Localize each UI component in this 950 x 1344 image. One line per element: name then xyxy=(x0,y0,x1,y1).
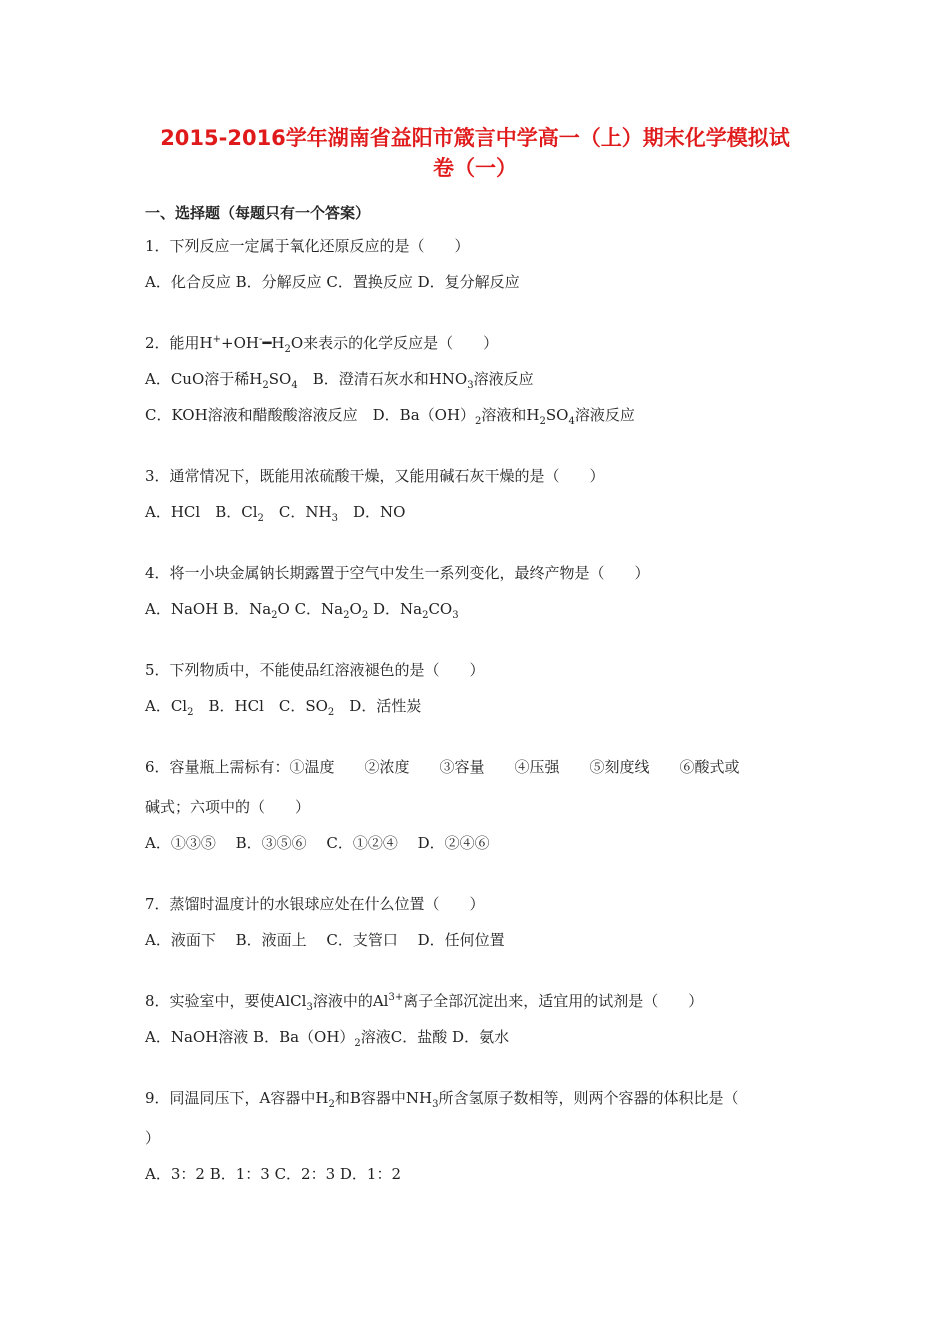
question-2-options-ab: A．CuO溶于稀$H_2SO_4$ B．澄清石灰水和$HNO_3$溶液反应 xyxy=(145,370,534,391)
section-heading: 一、选择题（每题只有一个答案） xyxy=(145,204,371,222)
question-7-options: A．液面下 B．液面上 C．支管口 D．任何位置 xyxy=(145,931,505,949)
question-1-options: A．化合反应 B．分解反应 C．置换反应 D．复分解反应 xyxy=(145,273,520,291)
question-8-options: A．NaOH溶液 B．$Ba(OH)_2$溶液C．盐酸 D．氨水 xyxy=(145,1028,510,1049)
document-title-line-2: 卷（一） xyxy=(433,156,517,180)
question-3-options: A．HCl B．$Cl_2$ C．$NH_3$ D．NO xyxy=(145,503,406,524)
question-4-options: A．NaOH B．$Na_2O$ C．$Na_2O_2$ D．$Na_2CO_3$ xyxy=(145,600,459,621)
question-4-stem: 4．将一小块金属钠长期露置于空气中发生一系列变化，最终产物是（ ） xyxy=(145,564,650,582)
question-9-stem-line-1: 9．同温同压下，A容器中$H_2$和B容器中$NH_3$所含氢原子数相等，则两个容器的体积比是（ xyxy=(145,1089,739,1110)
question-9-stem-line-2: ） xyxy=(145,1129,161,1147)
question-6-options: A．①③⑤ B．③⑤⑥ C．①②④ D．②④⑥ xyxy=(145,834,490,852)
question-2-options-cd: C．KOH溶液和醋酸酸溶液反应 D．$Ba(OH)_2$溶液和$H_2SO_4$溶液反应 xyxy=(145,406,635,427)
document-title-line-1: 2015-2016学年湖南省益阳市箴言中学高一（上）期末化学模拟试 xyxy=(160,126,790,150)
question-6-stem-line-2: 碱式；六项中的（ ） xyxy=(145,798,311,816)
question-5-options: A．$Cl_2$ B．HCl C．$SO_2$ D．活性炭 xyxy=(145,697,422,718)
question-7-stem: 7．蒸馏时温度计的水银球应处在什么位置（ ） xyxy=(145,895,485,913)
question-3-stem: 3．通常情况下，既能用浓硫酸干燥，又能用碱石灰干燥的是（ ） xyxy=(145,467,605,485)
question-1-stem: 1．下列反应一定属于氧化还原反应的是（ ） xyxy=(145,237,470,255)
question-9-options: A．3：2 B．1：3 C．2：3 D．1：2 xyxy=(145,1165,402,1183)
question-6-stem-line-1: 6．容量瓶上需标有：①温度 ②浓度 ③容量 ④压强 ⑤刻度线 ⑥酸式或 xyxy=(145,758,740,776)
question-2-stem: 2．能用$H^++OH^-━H_2O$来表示的化学反应是（ ） xyxy=(145,334,499,355)
question-8-stem: 8．实验室中，要使AlCl$_3$溶液中的$Al^{3+}$离子全部沉淀出来，适宜用的试剂是（ ） xyxy=(145,992,704,1013)
question-5-stem: 5．下列物质中，不能使品红溶液褪色的是（ ） xyxy=(145,661,485,679)
